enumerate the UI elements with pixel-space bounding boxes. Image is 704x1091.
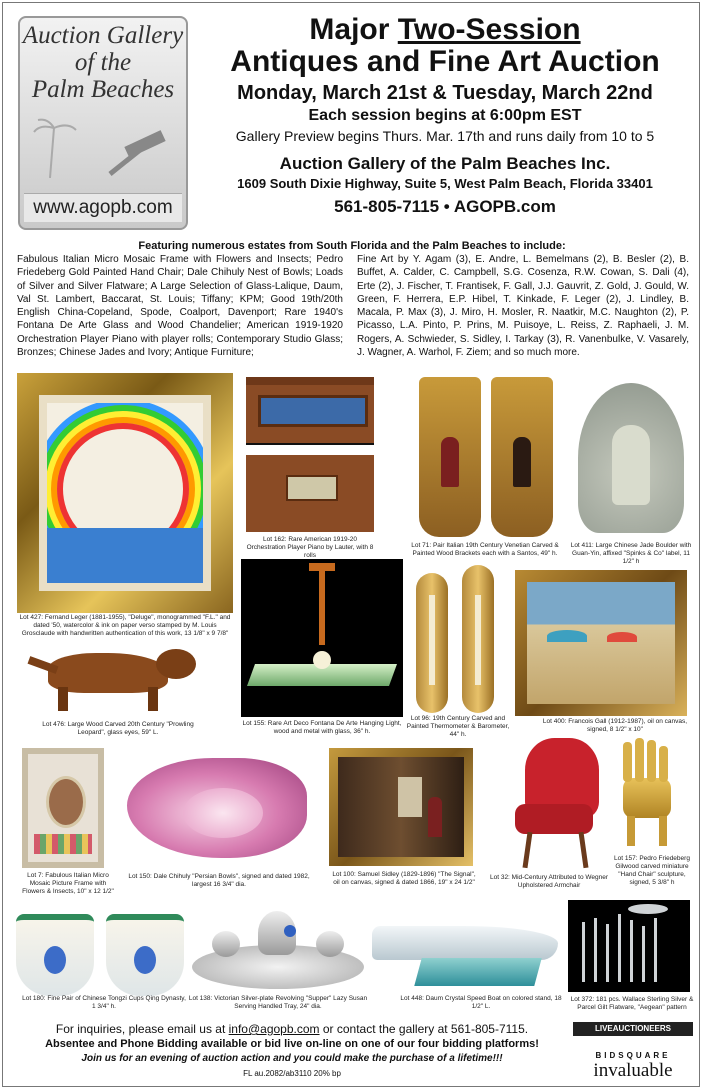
caption-flatware: Lot 372: 181 pcs. Wallace Sterling Silver & Parcel Gilt Flatware, "Aegean" pattern xyxy=(570,996,694,1011)
preview-info: Gallery Preview begins Thurs. Mar. 17th and runs daily from 10 to 5 xyxy=(235,128,655,144)
caption-jade: Lot 411: Large Chinese Jade Boulder with Guan-Yin, affixed "Spinks & Co" label, 11 1/2" h xyxy=(570,542,692,565)
company-address: 1609 South Dixie Highway, Suite 5, West Palm Beach, Florida 33401 xyxy=(237,176,653,191)
caption-boat: Lot 448: Daum Crystal Speed Boat on colored stand, 18 1/2" L. xyxy=(400,995,562,1010)
caption-mosaic: Lot 7: Fabulous Italian Micro Mosaic Picture Frame with Flowers & Insects, 10" x 12 1/2" xyxy=(22,872,114,895)
invaluable-logo[interactable]: invaluable xyxy=(593,1060,673,1081)
logo-text xyxy=(20,22,186,103)
chihuly-bowls-image[interactable] xyxy=(123,748,315,870)
header xyxy=(200,14,690,217)
hand-chair-sculpture-image[interactable] xyxy=(615,738,685,852)
inquiries-text-b: or contact the gallery at 561-805-7115. xyxy=(319,1022,529,1036)
player-piano-image[interactable] xyxy=(246,377,374,532)
caption-piano: Lot 162: Rare American 1919-20 Orchestration Player Piano by Lauter, with 8 rolls xyxy=(246,536,374,559)
featuring-heading: Featuring numerous estates from South Florida and the Palm Beaches to include: xyxy=(138,240,566,252)
title-a: Major xyxy=(309,13,398,46)
join-message: Join us for an evening of auction action and you could make the purchase of a lifetime!!! xyxy=(81,1053,503,1064)
caption-cups: Lot 180: Fine Pair of Chinese Tongzi Cups Qing Dynasty, 1 3/4" h. xyxy=(22,995,186,1010)
title-line-2: Antiques and Fine Art Auction xyxy=(230,45,660,78)
caption-silver: Lot 138: Victorian Silver-plate Revolving "Supper" Lazy Susan Serving Handled Tray, 24" dia. xyxy=(188,995,368,1010)
caption-gall: Lot 400: Francois Gall (1912-1987), oil on canvas, signed, 8 1/2" x 10" xyxy=(542,718,688,733)
caption-hand-chair: Lot 157: Pedro Friedeberg Gilwood carved miniature "Hand Chair" sculpture, signed, 5 3/8" h xyxy=(614,855,690,886)
leger-painting-image[interactable] xyxy=(17,373,233,613)
gavel-palm-icon xyxy=(30,118,180,178)
company-phone[interactable]: 561-805-7115 • AGOPB.com xyxy=(334,197,556,216)
company-name: Auction Gallery of the Palm Beaches Inc. xyxy=(279,154,611,173)
wallace-flatware-image[interactable] xyxy=(568,900,690,992)
leopard-sculpture-image[interactable] xyxy=(28,643,208,713)
title-b: Two-Session xyxy=(397,13,581,46)
session-time: Each session begins at 6:00pm EST xyxy=(308,107,582,124)
caption-chandelier: Lot 155: Rare Art Deco Fontana De Arte Hanging Light, wood and metal with glass, 36" h. xyxy=(242,720,402,735)
items-list-left: Fabulous Italian Micro Mosaic Frame with Flowers and Insects; Pedro Friedeberg Gold Painted Hand Chair; Dale Chihuly Nest of Bowls; Loads of Silver and Silver Flatware; A Large Selection of Glass-Lalique, Daum, Val St. Lambert, Baccarat, St. Louis; Tiffany; KPM; Good 19th/20th English China-Copeland, Spode, Coalport, Davenport; Rare 1940's Fontana De Arte Glass and Wood Chandelier; American 1919-1920 Orchestration Player Piano with player rolls; Contemporary Studio Glass; Bronzes; Chinese Jades and Ivory; Antique Furniture; xyxy=(17,254,343,359)
caption-brackets: Lot 71: Pair Italian 19th Century Venetian Carved & Painted Wood Brackets each with a Santos, 49" h. xyxy=(411,542,559,557)
bidding-info: Absentee and Phone Bidding available or bid live on-line on one of our four bidding platforms! xyxy=(45,1038,539,1050)
jade-boulder-image[interactable] xyxy=(572,375,690,540)
logo-url: www.agopb.com xyxy=(24,193,182,222)
logo-line-1: Auction Gallery xyxy=(22,22,184,49)
license-info: FL au.2082/ab3110 20% bp xyxy=(243,1069,341,1078)
wegner-armchair-image[interactable] xyxy=(505,738,605,870)
caption-chihuly: Lot 150: Dale Chihuly "Persian Bowls", signed and dated 1982, largest 16 3/4" dia. xyxy=(128,873,310,888)
fontana-chandelier-image[interactable] xyxy=(241,559,403,717)
inquiries-line xyxy=(12,1022,572,1036)
caption-thermometer: Lot 96: 19th Century Carved and Painted Thermometer & Barometer, 44" h. xyxy=(406,715,510,738)
caption-leger: Lot 427: Fernand Leger (1881-1955), "Deluge", monogrammed "F.L." and dated '50, watercolor & ink on paper verso stamped by M. Louis Grosclaude with handwritten authentication of this work, 13 1/8" x 9 7/8" xyxy=(19,614,231,637)
inquiries-text-a: For inquiries, please email us at xyxy=(55,1022,229,1036)
logo-line-3: Palm Beaches xyxy=(31,76,175,103)
thermometer-barometer-image[interactable] xyxy=(416,565,496,713)
gall-painting-image[interactable] xyxy=(515,570,687,716)
artists-list-right: Fine Art by Y. Agam (3), E. Andre, L. Bemelmans (2), B. Besler (2), B. Buffet, A. Calder, C. Campbell, S.G. Cosenza, R.W. Cowan, S. Dali (4), Erte (2), J. Fischer, T. Frantisek, F. Gall, J.J. Gauvrit, Z. Gold, J. Gould, W. Green, F. Herrera, E.P. Hibel, T. Kinkade, F. Leger (2), J. Lindley, B. Macala, P. Max (3), J. Miro, H. Mosler, R. Naatkir, M.C. Naughton (2), P. Picasso, L.A. Pinto, P. Prins, M. Puisoye, L. Reiss, Z. Raphaeli, J. M. Rogers, A. Schwieder, S. Sidley, I. Tarkay (3), R. Vanenbulke, V. Vasarely, J. Wagner, A. Warhol, F. Ziem; and so much more. xyxy=(357,254,689,359)
daum-speedboat-image[interactable] xyxy=(368,912,564,990)
caption-chair: Lot 32: Mid-Century Attributed to Wegner Upholstered Armchair xyxy=(489,874,609,889)
micro-mosaic-frame-image[interactable] xyxy=(22,748,104,868)
email-link[interactable]: info@agopb.com xyxy=(228,1022,320,1036)
bidsquare-logo[interactable]: BIDSQUARE xyxy=(595,1051,671,1060)
sidley-painting-image[interactable] xyxy=(329,748,473,866)
auction-dates: Monday, March 21st & Tuesday, March 22nd xyxy=(237,82,653,104)
silver-lazy-susan-image[interactable] xyxy=(188,905,368,991)
gallery-logo[interactable] xyxy=(18,16,188,230)
logo-line-2: of the xyxy=(74,49,132,76)
caption-leopard: Lot 476: Large Wood Carved 20th Century "Prowling Leopard", glass eyes, 59" L. xyxy=(42,721,194,736)
title xyxy=(200,14,690,46)
caption-sidley: Lot 100: Samuel Sidley (1829-1896) "The Signal", oil on canvas, signed & dated 1866, 19" x 24 1/2" xyxy=(332,871,476,886)
venetian-brackets-image[interactable] xyxy=(419,377,553,537)
tongzi-cups-image[interactable] xyxy=(14,912,186,992)
liveauctioneers-logo[interactable]: LIVEAUCTIONEERS xyxy=(573,1022,693,1036)
